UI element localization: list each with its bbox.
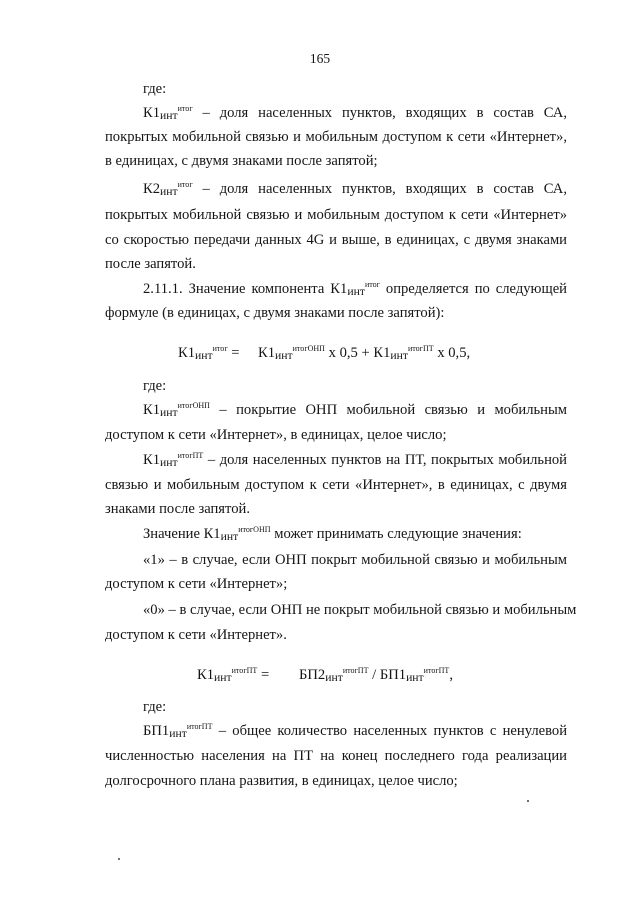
where-label: где:: [143, 81, 167, 97]
k2-symbol: $К2_{инт}^{итог}$: [143, 179, 193, 198]
k1-definition-line-2: покрытых мобильной связью и мобильным доступом к сети «Интернет»,: [105, 129, 567, 145]
k2-definition-line-3: со скоростью передачи данных 4G и выше, в единицах, с двумя знаками: [105, 232, 567, 248]
formula-2-rhs: $БП2_{инт}^{итогПТ} / БП1_{инт}^{итогПТ}$,: [299, 665, 453, 684]
where-label-2: где:: [143, 378, 167, 394]
formula-1-rhs: $К1_{инт}^{итогОНП}$ х $0,5 + К1_{инт}^{итогПТ}$ х 0,5,: [258, 343, 471, 362]
formula-2-lhs: $К1_{инт}^{итогПТ}$ =: [197, 665, 270, 684]
value-1-line-2: доступом к сети «Интернет»;: [105, 576, 288, 592]
onp-definition-line-1: $К1_{инт}^{итогОНП}$ – покрытие ОНП мобильной связью и мобильным: [143, 400, 567, 419]
clause-2-11-1-line-1: 2.11.1. Значение компонента $К1_{инт}^{итог}$ определяется по следующей: [143, 279, 567, 298]
k2-definition-line-4: после запятой.: [105, 256, 196, 272]
k1-definition-line-3: в единицах, с двумя знаками после запятой;: [105, 153, 378, 169]
pt-symbol: $К1_{инт}^{итогПТ}$: [143, 450, 204, 469]
value-0-line-1: «0» – в случае, если ОНП не покрыт мобильной связью и мобильным: [143, 602, 577, 618]
scan-speck: [527, 800, 529, 802]
bp1-definition-line-3: долгосрочного плана развития, в единицах, целое число;: [105, 773, 458, 789]
k1-symbol: $К1_{инт}^{итог}$: [143, 103, 193, 122]
value-0-line-2: доступом к сети «Интернет».: [105, 627, 287, 643]
clause-2-11-1-line-2: формуле (в единицах, с двумя знаками после запятой):: [105, 305, 445, 321]
values-intro: Значение $К1_{инт}^{итогОНП}$ может принимать следующие значения:: [143, 524, 522, 543]
pt-definition-line-3: знаками после запятой.: [105, 501, 250, 517]
page-number: 165: [309, 51, 331, 66]
pt-definition-line-1: $К1_{инт}^{итогПТ}$ – доля населенных пунктов на ПТ, покрытых мобильной: [143, 450, 567, 469]
value-1-line-1: «1» – в случае, если ОНП покрыт мобильной связью и мобильным: [143, 552, 567, 568]
bp1-symbol: $БП1_{инт}^{итогПТ}$: [143, 721, 213, 740]
bp1-definition-line-2: численностью населения на ПТ на конец последнего года реализации: [105, 748, 567, 764]
bp1-definition-line-1: $БП1_{инт}^{итогПТ}$ – общее количество населенных пунктов с ненулевой: [143, 721, 568, 740]
where-label-3: где:: [143, 699, 167, 715]
k1-definition-line-1: $К1_{инт}^{итог}$ – доля населенных пунктов, входящих в состав СА,: [143, 103, 567, 122]
formula-1-lhs: $К1_{инт}^{итог}$ =: [178, 343, 240, 362]
k2-definition-line-2: покрытых мобильной связью и мобильным доступом к сети «Интернет»: [105, 207, 567, 223]
onp-definition-line-2: доступом к сети «Интернет», в единицах, целое число;: [105, 427, 447, 443]
scan-speck: [118, 858, 120, 860]
k2-definition-line-1: $К2_{инт}^{итог}$ – доля населенных пунктов, входящих в состав СА,: [143, 179, 567, 198]
pt-definition-line-2: связью и мобильным доступом к сети «Интернет», в единицах, с двумя: [105, 477, 567, 493]
onp-symbol: $К1_{инт}^{итогОНП}$: [143, 400, 210, 419]
